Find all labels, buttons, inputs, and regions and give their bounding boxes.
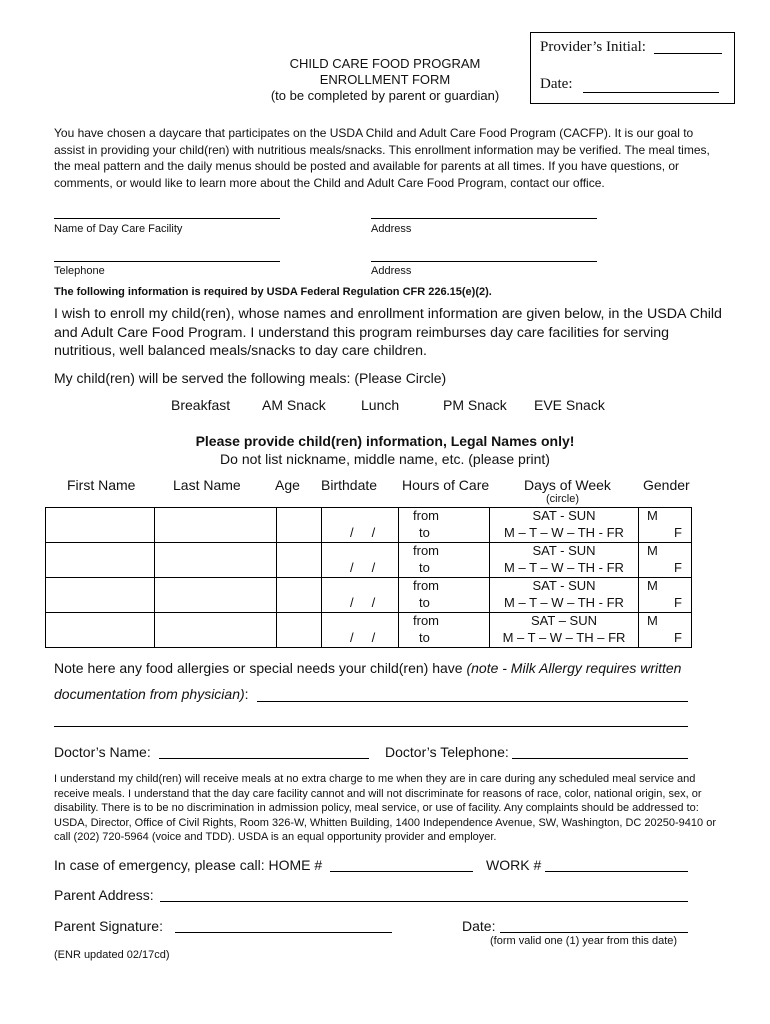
allergy-note: (note - Milk Allergy requires written xyxy=(466,660,682,676)
days-weekday: M – T – W – TH - FR xyxy=(504,525,624,540)
enroll-statement: I wish to enroll my child(ren), whose names and enrollment information are given below, in the USDA Child and Adult Care Food Program. I understand this program reimburses day care facilities for serving nutritious, well balanced meals/snacks to day care children. xyxy=(54,306,722,359)
telephone-field[interactable] xyxy=(54,261,280,262)
provider-initial-label: Provider’s Initial: xyxy=(540,39,646,55)
days-weekday: M – T – W – TH – FR xyxy=(502,630,626,645)
hours-cell[interactable] xyxy=(399,578,490,613)
allergy-colon: : xyxy=(244,686,249,702)
first-name-cell[interactable] xyxy=(46,508,155,543)
allergy-line-1 xyxy=(54,660,681,676)
meals-intro: My child(ren) will be served the following meals: (Please Circle) xyxy=(54,370,447,386)
hours-from: from xyxy=(413,508,439,523)
telephone-label: Telephone xyxy=(54,265,105,277)
emergency-work-label: WORK # xyxy=(486,857,542,873)
intro-paragraph: You have chosen a daycare that participates on the USDA Child and Adult Care Food Program (CACFP). It is our goal to assist in providing your child(ren) with nutritious meals/snacks. This enrollment information may be verified. The meal times, the meal pattern and the daily menus should be posted and available for parents at all times. If you have questions, or comments, or would like to learn more about the Child and Adult Care Food Program, contact our office. xyxy=(54,126,710,190)
col-birthdate: Birthdate xyxy=(321,477,378,493)
parent-date-label: Date: xyxy=(462,918,496,934)
doctor-name-field[interactable] xyxy=(159,758,369,759)
meal-am-snack[interactable]: AM Snack xyxy=(262,397,326,413)
hours-to: to xyxy=(419,560,430,575)
meal-breakfast[interactable]: Breakfast xyxy=(171,397,231,413)
gender-f: F xyxy=(674,595,682,610)
doctor-phone-field[interactable] xyxy=(512,758,688,759)
form-title xyxy=(200,56,573,104)
birthdate-separators: / / xyxy=(350,630,376,645)
child-info-subheading: Do not list nickname, middle name, etc. (please print) xyxy=(220,451,550,467)
hours-to: to xyxy=(419,595,430,610)
provider-initial-field[interactable] xyxy=(654,53,722,54)
address-2-label: Address xyxy=(371,265,412,277)
col-age: Age xyxy=(275,477,300,493)
title-line-3: (to be completed by parent or guardian) xyxy=(270,88,500,103)
days-cell[interactable] xyxy=(490,508,639,543)
meal-lunch[interactable]: Lunch xyxy=(361,397,400,413)
gender-m: M xyxy=(647,578,658,593)
allergy-note-cont: documentation from physician) xyxy=(54,686,245,702)
allergy-field-2[interactable] xyxy=(54,726,688,727)
gender-f: F xyxy=(674,560,682,575)
facility-address-field[interactable] xyxy=(371,218,597,219)
emergency-home-label: In case of emergency, please call: HOME # xyxy=(54,857,323,873)
child-table xyxy=(45,507,692,648)
facility-address-label: Address xyxy=(371,223,412,235)
title-line-2: ENROLLMENT FORM xyxy=(319,72,451,87)
hours-cell[interactable] xyxy=(399,543,490,578)
parent-signature-label: Parent Signature: xyxy=(54,918,163,934)
hours-cell[interactable] xyxy=(399,613,490,648)
birthdate-separators: / / xyxy=(350,560,376,575)
gender-m: M xyxy=(647,613,658,628)
hours-from: from xyxy=(413,613,439,628)
gender-f: F xyxy=(674,525,682,540)
child-row xyxy=(46,613,692,648)
emergency-work-field[interactable] xyxy=(545,871,688,872)
days-weekend: SAT – SUN xyxy=(531,613,597,628)
parent-date-field[interactable] xyxy=(500,932,688,933)
days-weekday: M – T – W – TH - FR xyxy=(504,595,624,610)
hours-from: from xyxy=(413,543,439,558)
address-2-field[interactable] xyxy=(371,261,597,262)
gender-cell[interactable] xyxy=(639,543,692,578)
facility-name-field[interactable] xyxy=(54,218,280,219)
days-weekend: SAT - SUN xyxy=(532,508,596,523)
hours-to: to xyxy=(419,630,430,645)
allergy-field[interactable] xyxy=(257,701,688,702)
form-valid-note: (form valid one (1) year from this date) xyxy=(490,935,678,947)
days-weekend: SAT - SUN xyxy=(532,543,596,558)
title-line-1: CHILD CARE FOOD PROGRAM xyxy=(289,56,481,71)
birthdate-cell[interactable] xyxy=(322,613,399,648)
last-name-cell[interactable] xyxy=(155,543,277,578)
first-name-cell[interactable] xyxy=(46,613,155,648)
days-cell[interactable] xyxy=(490,578,639,613)
child-info-heading: Please provide child(ren) information, Legal Names only! xyxy=(195,433,575,449)
regulation-notice: The following information is required by USDA Federal Regulation CFR 226.15(e)(2). xyxy=(54,286,492,298)
gender-cell[interactable] xyxy=(639,578,692,613)
days-weekday: M – T – W – TH - FR xyxy=(504,560,624,575)
hours-to: to xyxy=(419,525,430,540)
facility-name-label: Name of Day Care Facility xyxy=(54,223,183,235)
first-name-cell[interactable] xyxy=(46,578,155,613)
parent-signature-field[interactable] xyxy=(175,932,392,933)
gender-cell[interactable] xyxy=(639,613,692,648)
allergy-line-2 xyxy=(54,686,249,702)
birthdate-cell[interactable] xyxy=(322,543,399,578)
meal-pm-snack[interactable]: PM Snack xyxy=(443,397,507,413)
allergy-text: Note here any food allergies or special needs your child(ren) have xyxy=(54,660,467,676)
age-cell[interactable] xyxy=(277,543,322,578)
parent-address-label: Parent Address: xyxy=(54,887,154,903)
doctor-phone-label: Doctor’s Telephone: xyxy=(385,744,509,760)
gender-f: F xyxy=(674,630,682,645)
emergency-home-field[interactable] xyxy=(330,871,473,872)
parent-address-field[interactable] xyxy=(160,901,688,902)
last-name-cell[interactable] xyxy=(155,508,277,543)
col-hours: Hours of Care xyxy=(402,477,490,493)
hours-cell[interactable] xyxy=(399,508,490,543)
meal-eve-snack[interactable]: EVE Snack xyxy=(534,397,605,413)
birthdate-separators: / / xyxy=(350,595,376,610)
days-cell[interactable] xyxy=(490,543,639,578)
child-row xyxy=(46,543,692,578)
last-name-cell[interactable] xyxy=(155,578,277,613)
col-days: Days of Week xyxy=(524,477,611,493)
col-first-name: First Name xyxy=(67,477,136,493)
col-last-name: Last Name xyxy=(173,477,241,493)
birthdate-cell[interactable] xyxy=(322,508,399,543)
nondiscrimination-statement: I understand my child(ren) will receive meals at no extra charge to me when they are in care during any scheduled meal service and receive meals. I understand that the day care facility cannot and will not discriminate for reasons of race, color, national origin, sex, or disability. There is to be no discrimination in admission policy, meal service, or use of facility. Any complaints should be addressed to: USDA, Director, Office of Civil Rights, Room 326-W, Whitten Building, 1400 Independence Avenue, SW, Washington, DC 20250-9410 or call (202) 720-5964 (voice and TDD). USDA is an equal opportunity provider and employer. xyxy=(54,773,716,844)
age-cell[interactable] xyxy=(277,613,322,648)
footer-version: (ENR updated 02/17cd) xyxy=(54,949,170,961)
birthdate-separators: / / xyxy=(350,525,376,540)
hours-from: from xyxy=(413,578,439,593)
gender-m: M xyxy=(647,508,658,523)
col-gender: Gender xyxy=(643,477,690,493)
child-row xyxy=(46,578,692,613)
last-name-cell[interactable] xyxy=(155,613,277,648)
days-cell[interactable] xyxy=(490,613,639,648)
provider-date-label: Date: xyxy=(540,76,573,92)
days-weekend: SAT - SUN xyxy=(532,578,596,593)
first-name-cell[interactable] xyxy=(46,543,155,578)
gender-cell[interactable] xyxy=(639,508,692,543)
age-cell[interactable] xyxy=(277,578,322,613)
birthdate-cell[interactable] xyxy=(322,578,399,613)
gender-m: M xyxy=(647,543,658,558)
days-circle-note: (circle) xyxy=(546,493,579,505)
doctor-name-label: Doctor’s Name: xyxy=(54,744,151,760)
provider-date-field[interactable] xyxy=(583,92,719,93)
child-row xyxy=(46,508,692,543)
age-cell[interactable] xyxy=(277,508,322,543)
